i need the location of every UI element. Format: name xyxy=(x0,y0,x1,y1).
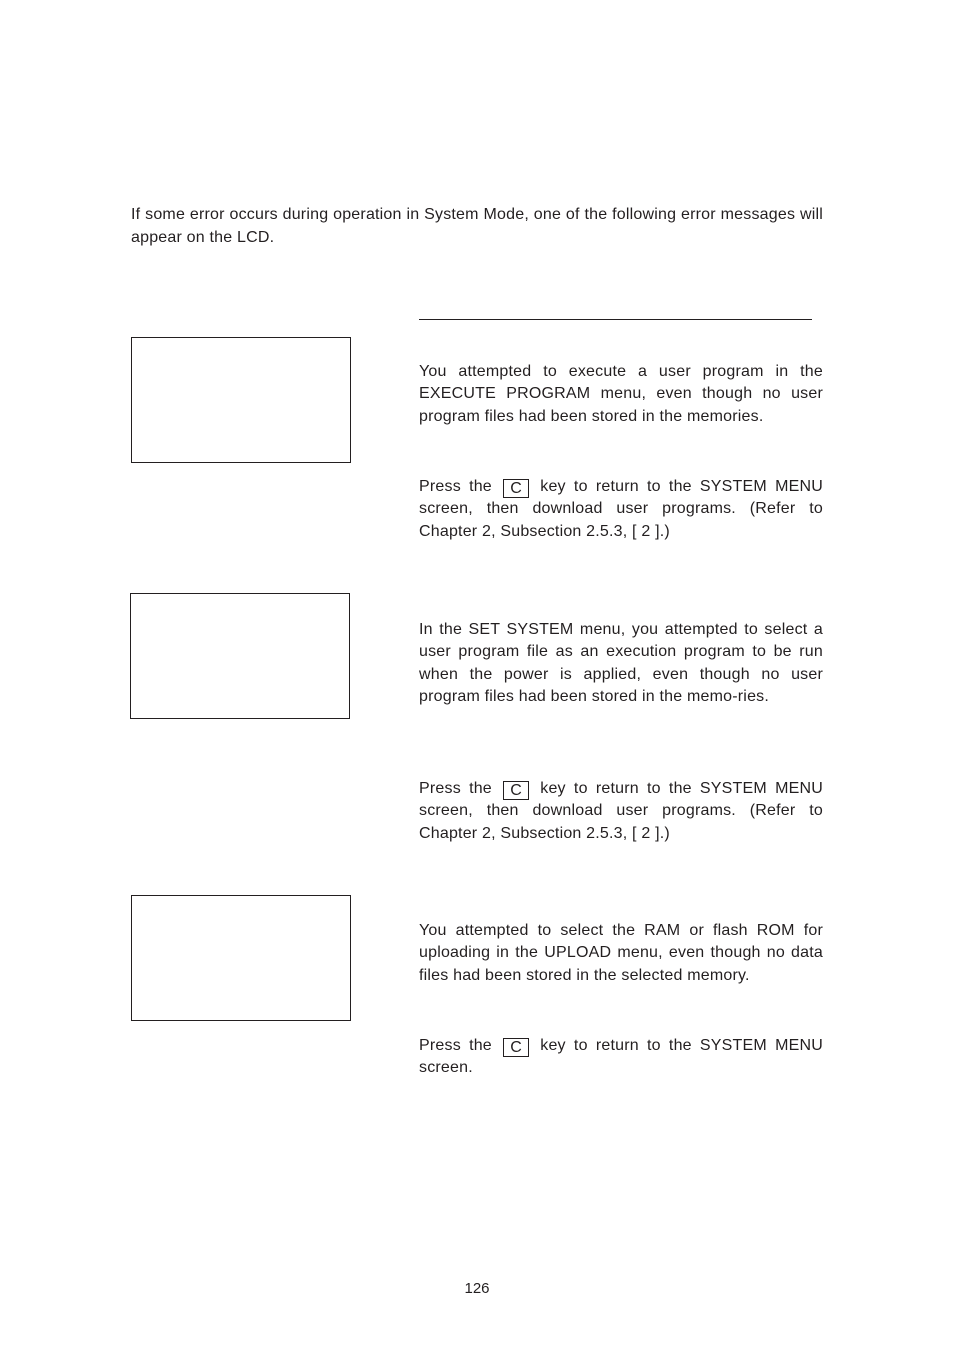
error-1-action-after: key to return to the SYSTEM MENU screen, then download user programs. (Refer to Chapter 2, Subsection 2.5.3, [ 2 ].) xyxy=(419,478,824,540)
error-3-cause: You attempted to select the RAM or flash ROM for uploading in the UPLOAD menu, even though no data files had been stored in the selected memory. xyxy=(419,922,823,984)
lcd-screen-2 xyxy=(130,593,350,719)
error-2-action-before: Press the xyxy=(419,780,501,797)
lcd-screen-1 xyxy=(131,337,351,463)
error-2-action-after: key to return to the SYSTEM MENU screen, then download user programs. (Refer to Chapter 2, Subsection 2.5.3, [ 2 ].) xyxy=(419,780,824,842)
page-number: 126 xyxy=(464,1280,490,1297)
lcd-screen-3 xyxy=(131,895,351,1021)
section-rule xyxy=(419,319,812,320)
error-2-action xyxy=(419,778,823,845)
error-1-cause: You attempted to execute a user program in the EXECUTE PROGRAM menu, even though no user program files had been stored in the memories. xyxy=(419,363,823,425)
c-key: C xyxy=(503,1038,529,1057)
error-3-action-before: Press the xyxy=(419,1037,501,1054)
c-key: C xyxy=(503,479,529,498)
error-3-action-after: key to return to the SYSTEM MENU screen. xyxy=(419,1037,824,1077)
error-3-action xyxy=(419,1035,823,1080)
intro-paragraph: If some error occurs during operation in System Mode, one of the following error messages will appear on the LCD. xyxy=(131,206,823,246)
c-key: C xyxy=(503,781,529,800)
error-1-action xyxy=(419,476,823,543)
error-2-cause: In the SET SYSTEM menu, you attempted to select a user program file as an execution program to be run when the power is applied, even though no user program files had been stored in the memo-ries. xyxy=(419,621,823,705)
error-1-action-before: Press the xyxy=(419,478,501,495)
